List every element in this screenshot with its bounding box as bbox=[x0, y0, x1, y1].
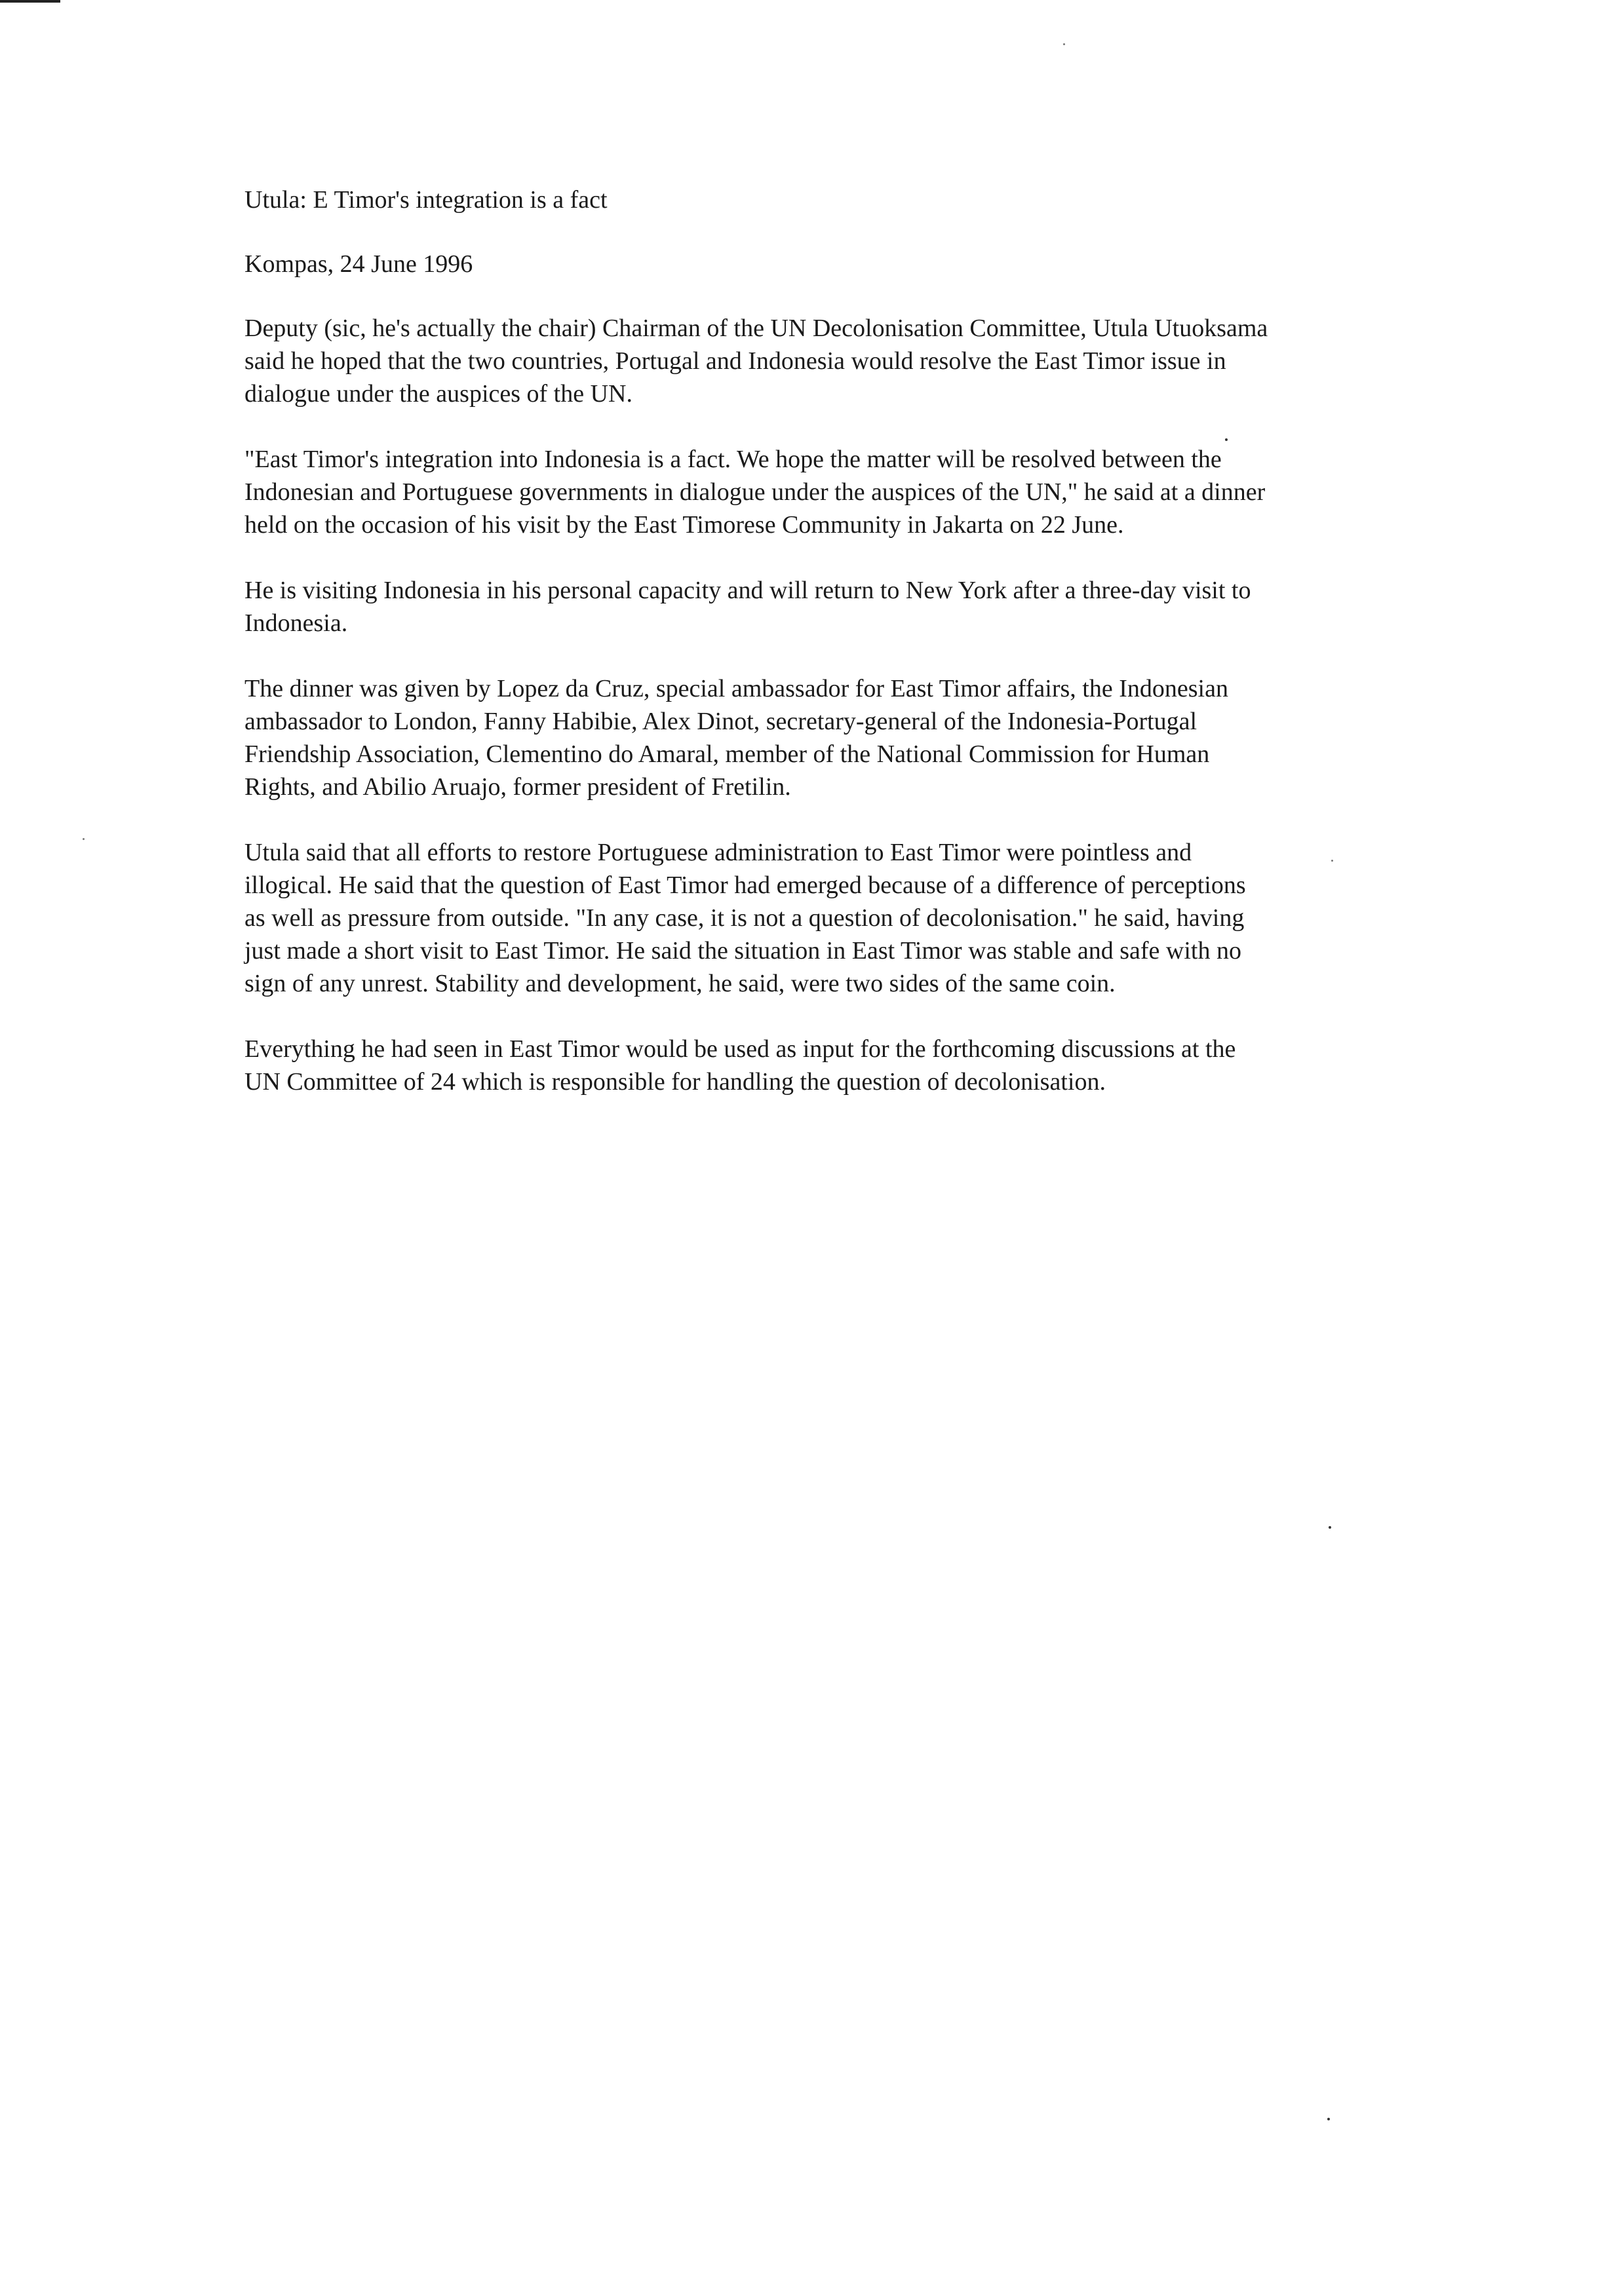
article-headline: Utula: E Timor's integration is a fact bbox=[244, 186, 608, 214]
paragraph-line: Indonesian and Portuguese governments in dialogue under the auspices of the UN," he said at a dinner bbox=[244, 478, 1266, 506]
paragraph-line: Indonesia. bbox=[244, 609, 348, 637]
paragraph-6 bbox=[244, 1033, 1391, 1098]
scan-speck bbox=[83, 838, 85, 840]
scan-speck bbox=[1063, 43, 1065, 45]
paragraph-line: as well as pressure from outside. "In any case, it is not a question of decolonisation." he said, having bbox=[244, 904, 1245, 932]
paragraph-line: ambassador to London, Fanny Habibie, Alex Dinot, secretary-general of the Indonesia-Portugal bbox=[244, 708, 1197, 735]
paragraph-line: The dinner was given by Lopez da Cruz, special ambassador for East Timor affairs, the Indonesian bbox=[244, 675, 1228, 702]
article-source-date: Kompas, 24 June 1996 bbox=[244, 250, 473, 278]
paragraph-5 bbox=[244, 836, 1391, 1000]
paragraph-line: sign of any unrest. Stability and development, he said, were two sides of the same coin. bbox=[244, 970, 1116, 997]
paragraph-line: Rights, and Abilio Aruajo, former president of Fretilin. bbox=[244, 773, 791, 801]
paragraph-line: held on the occasion of his visit by the East Timorese Community in Jakarta on 22 June. bbox=[244, 511, 1124, 539]
paragraph-1 bbox=[244, 312, 1391, 410]
paragraph-4 bbox=[244, 672, 1391, 803]
paragraph-3 bbox=[244, 574, 1391, 640]
paragraph-line: Utula said that all efforts to restore Portuguese administration to East Timor were pointless and bbox=[244, 839, 1192, 866]
paragraph-line: Friendship Association, Clementino do Amaral, member of the National Commission for Human bbox=[244, 740, 1210, 768]
paragraph-line: UN Committee of 24 which is responsible for handling the question of decolonisation. bbox=[244, 1068, 1106, 1096]
paragraph-line: said he hoped that the two countries, Portugal and Indonesia would resolve the East Timor issue in bbox=[244, 347, 1226, 375]
paragraph-line: "East Timor's integration into Indonesia is a fact. We hope the matter will be resolved between the bbox=[244, 446, 1222, 473]
article-body bbox=[244, 183, 1391, 1131]
paragraph-line: just made a short visit to East Timor. He said the situation in East Timor was stable and safe with no bbox=[244, 937, 1241, 965]
paragraph-line: Deputy (sic, he's actually the chair) Chairman of the UN Decolonisation Committee, Utula Utuoksama bbox=[244, 315, 1268, 342]
scan-speck bbox=[1327, 2118, 1330, 2120]
paragraph-line: dialogue under the auspices of the UN. bbox=[244, 380, 632, 408]
paragraph-line: Everything he had seen in East Timor would be used as input for the forthcoming discussions at the bbox=[244, 1035, 1236, 1063]
paragraph-2 bbox=[244, 443, 1391, 541]
scan-edge-mark bbox=[0, 0, 60, 3]
scan-speck bbox=[1329, 1526, 1331, 1529]
paragraph-line: illogical. He said that the question of East Timor had emerged because of a difference of perceptions bbox=[244, 871, 1246, 899]
paragraph-line: He is visiting Indonesia in his personal capacity and will return to New York after a three-day visit to bbox=[244, 577, 1251, 604]
